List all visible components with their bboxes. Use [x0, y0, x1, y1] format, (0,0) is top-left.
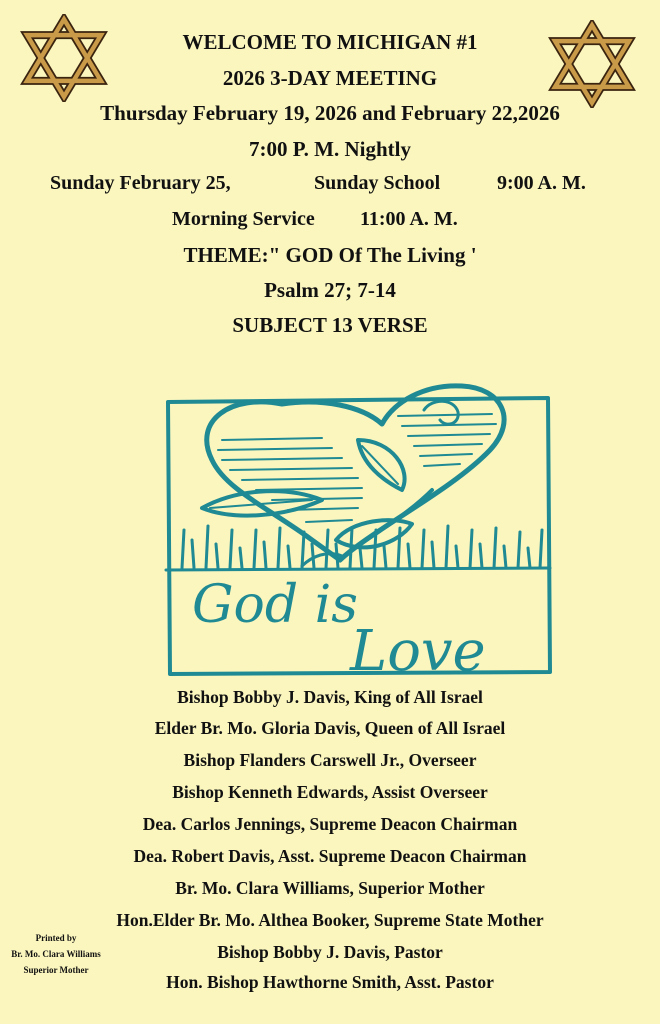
printed-by-label: Printed by: [35, 933, 77, 943]
official-line: Elder Br. Mo. Gloria Davis, Queen of All Israel: [154, 718, 506, 738]
official-line: Bishop Kenneth Edwards, Assist Overseer: [172, 782, 488, 802]
artwork-text-line1: God is: [192, 575, 358, 635]
nightly-time: 7:00 P. M. Nightly: [249, 137, 411, 161]
printed-by-title: Superior Mother: [23, 965, 89, 975]
subject: SUBJECT 13 VERSE: [232, 313, 428, 337]
printed-by: [0, 930, 112, 978]
theme: THEME:" GOD Of The Living ': [183, 243, 477, 267]
sunday-date: Sunday February 25,: [50, 172, 231, 194]
god-is-love-artwork: [162, 380, 554, 680]
morning-service-label: Morning Service: [172, 208, 315, 230]
meeting-title: 2026 3-DAY MEETING: [222, 66, 438, 90]
sunday-school-time: 9:00 A. M.: [497, 172, 586, 194]
official-line: Bishop Bobby J. Davis, King of All Israel: [177, 687, 483, 707]
meeting-dates: Thursday February 19, 2026 and February 22,2026: [100, 101, 560, 125]
official-line: Br. Mo. Clara Williams, Superior Mother: [175, 878, 485, 898]
scripture: Psalm 27; 7-14: [264, 278, 396, 302]
official-line: Hon. Bishop Hawthorne Smith, Asst. Pastor: [166, 972, 494, 992]
page-title: WELCOME TO MICHIGAN #1: [182, 30, 478, 54]
official-line: Dea. Carlos Jennings, Supreme Deacon Chairman: [142, 814, 518, 834]
official-line: Dea. Robert Davis, Asst. Supreme Deacon Chairman: [133, 846, 527, 866]
sunday-school-label: Sunday School: [314, 172, 441, 194]
official-line: Bishop Bobby J. Davis, Pastor: [217, 942, 443, 962]
official-line: Hon.Elder Br. Mo. Althea Booker, Supreme State Mother: [116, 910, 544, 930]
morning-service-time: 11:00 A. M.: [360, 208, 458, 230]
artwork-text-line2: Love: [350, 619, 486, 680]
printed-by-name: Br. Mo. Clara Williams: [11, 949, 101, 959]
official-line: Bishop Flanders Carswell Jr., Overseer: [183, 750, 477, 770]
